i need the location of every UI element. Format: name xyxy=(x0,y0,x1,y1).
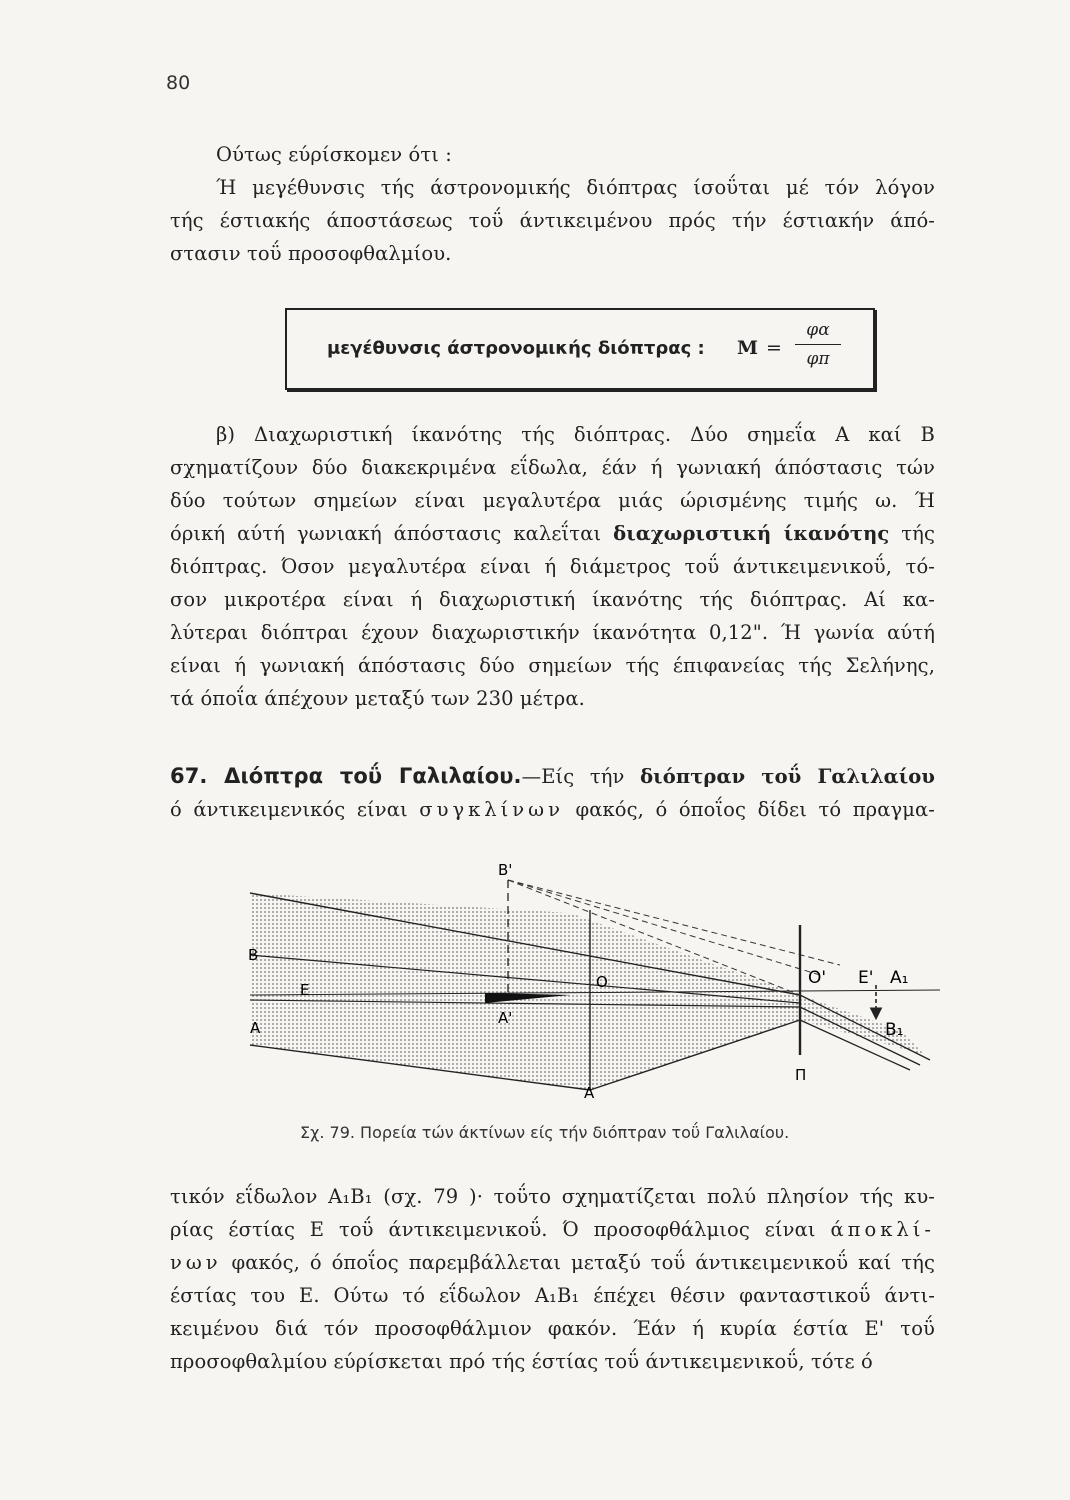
text-line xyxy=(170,1213,935,1246)
text-line xyxy=(170,517,935,550)
label-pi: Π xyxy=(795,1066,807,1084)
text-line xyxy=(170,1312,935,1345)
intro-paragraph xyxy=(170,138,935,270)
text-segment: έστίας του Ε. Ούτω τό εΐδωλον A₁B₁ έπέχει θέσιν φανταστικοΰ άντι- xyxy=(170,1284,935,1307)
figure-caption: Σχ. 79. Πορεία τών άκτίνων είς τήν διόπτραν τοΰ Γαλιλαίου. xyxy=(300,1123,790,1142)
section-67 xyxy=(170,760,935,826)
light-beam-shaded xyxy=(250,893,925,1090)
text-line xyxy=(170,793,935,826)
label-a1: A₁ xyxy=(890,968,909,988)
label-o-prime: O' xyxy=(808,968,827,988)
spaced-text: άποκλί- xyxy=(830,1218,935,1241)
text-segment: τά όποΐα άπέχουν μεταξύ των 230 μέτρα. xyxy=(170,687,585,710)
text-segment: δύο τούτων σημείων είναι μεγαλυτέρα μιάς ώρισμένης τιμής ω. Ή xyxy=(170,489,935,512)
text-segment: διόπτρας. Όσον μεγαλυτέρα είναι ή διάμετρος τοΰ άντικειμενικοΰ, τό- xyxy=(170,555,935,578)
text-segment: τικόν εΐδωλον A₁B₁ (σχ. 79 )· τοΰτο σχηματίζεται πολύ πλησίον τής κυ- xyxy=(170,1185,935,1208)
label-e-left: E xyxy=(300,981,310,999)
text-segment: κειμένου διά τόν προσοφθάλμιον φακόν. Έάν ή κυρία έστία Ε' τοΰ xyxy=(170,1317,935,1340)
text-line xyxy=(170,550,935,583)
text-line xyxy=(170,1345,935,1378)
formula-equals: = xyxy=(766,337,782,359)
text-line: τής έστιακής άποστάσεως τοΰ άντικειμένου πρός τήν έστιακήν άπό- xyxy=(170,209,935,232)
label-a-prime: A' xyxy=(498,1009,513,1027)
label-a-left: A xyxy=(250,1019,261,1037)
formula-label: μεγέθυνσις άστρονομικής διόπτρας : xyxy=(327,338,705,359)
text-line xyxy=(170,484,935,517)
spaced-text: νων xyxy=(170,1251,222,1274)
label-a-bottom: A xyxy=(584,1084,595,1102)
text-segment: ρίας έστίας Ε τοΰ άντικειμενικοΰ. Ό προσοφθάλμιος είναι xyxy=(170,1218,831,1241)
galileo-telescope-diagram xyxy=(240,855,950,1105)
text-segment: λύτεραι διόπτραι έχουν διαχωριστικήν ίκανότητα 0,12". Ή γωνία αύτή xyxy=(170,621,935,644)
label-e-prime: E' xyxy=(858,968,874,988)
text-line xyxy=(170,451,935,484)
text-line xyxy=(170,1246,935,1279)
text-segment: προσοφθαλμίου εύρίσκεται πρό τής έστίας τοΰ άντικειμενικοΰ, τότε ό xyxy=(170,1350,873,1373)
text-segment: β) Διαχωριστική ίκανότης τής διόπτρας. Δύο σημεΐα Α καί Β xyxy=(216,423,935,446)
text-line xyxy=(170,418,935,451)
text-line: στασιν τοΰ προσοφθαλμίου. xyxy=(170,242,452,265)
label-b1: B₁ xyxy=(885,1020,904,1040)
bold-text: διαχωριστική ίκανότης xyxy=(613,522,890,545)
fraction-denominator: φπ xyxy=(806,349,830,369)
formula-fraction xyxy=(795,320,841,369)
text-segment: —Είς τήν xyxy=(521,765,641,788)
formula-symbol: M xyxy=(737,337,759,359)
text-segment: φακός, ό όποΐος παρεμβάλλεται μεταξύ τοΰ άντικειμενικοΰ καί τής xyxy=(221,1251,935,1274)
text-line xyxy=(170,583,935,616)
continuation-paragraph xyxy=(170,1180,935,1378)
text-segment: όρική αύτή γωνιακή άπόστασις καλεΐται xyxy=(170,522,614,545)
text-line xyxy=(170,616,935,649)
text-line: Ούτως εύρίσκομεν ότι : xyxy=(216,143,452,166)
text-line xyxy=(170,682,935,715)
formula-box xyxy=(285,308,875,390)
text-line xyxy=(170,760,935,793)
text-segment: σχηματίζουν δύο διακεκριμένα εΐδωλα, έάν ή γωνιακή άπόστασις τών xyxy=(170,456,935,479)
label-b-left: B xyxy=(248,946,259,964)
heading-text: 67. Διόπτρα τοΰ Γαλιλαίου. xyxy=(170,764,522,788)
spaced-text: συγκλίνων xyxy=(419,798,564,821)
label-o: O xyxy=(596,973,608,991)
text-segment: φακός, ό όποΐος δίδει τό πραγμα- xyxy=(563,798,935,821)
text-line: Ή μεγέθυνσις τής άστρονομικής διόπτρας ίσοΰται μέ τόν λόγον xyxy=(216,176,935,199)
text-line xyxy=(170,1279,935,1312)
text-segment: ό άντικειμενικός είναι xyxy=(170,798,420,821)
label-b-prime: B' xyxy=(498,861,513,879)
page-number: 80 xyxy=(166,72,191,94)
text-segment: τής xyxy=(889,522,935,545)
text-segment: είναι ή γωνιακή άπόστασις δύο σημείων τής έπιφανείας τής Σελήνης, xyxy=(170,654,935,677)
resolution-paragraph xyxy=(170,418,935,715)
bold-text: διόπτραν τοΰ Γαλιλαίου xyxy=(640,765,935,788)
text-line xyxy=(170,649,935,682)
text-segment: σον μικροτέρα είναι ή διαχωριστική ίκανότης τής διόπτρας. Αί κα- xyxy=(170,588,935,611)
fraction-numerator: φα xyxy=(795,320,841,345)
text-line xyxy=(170,1180,935,1213)
